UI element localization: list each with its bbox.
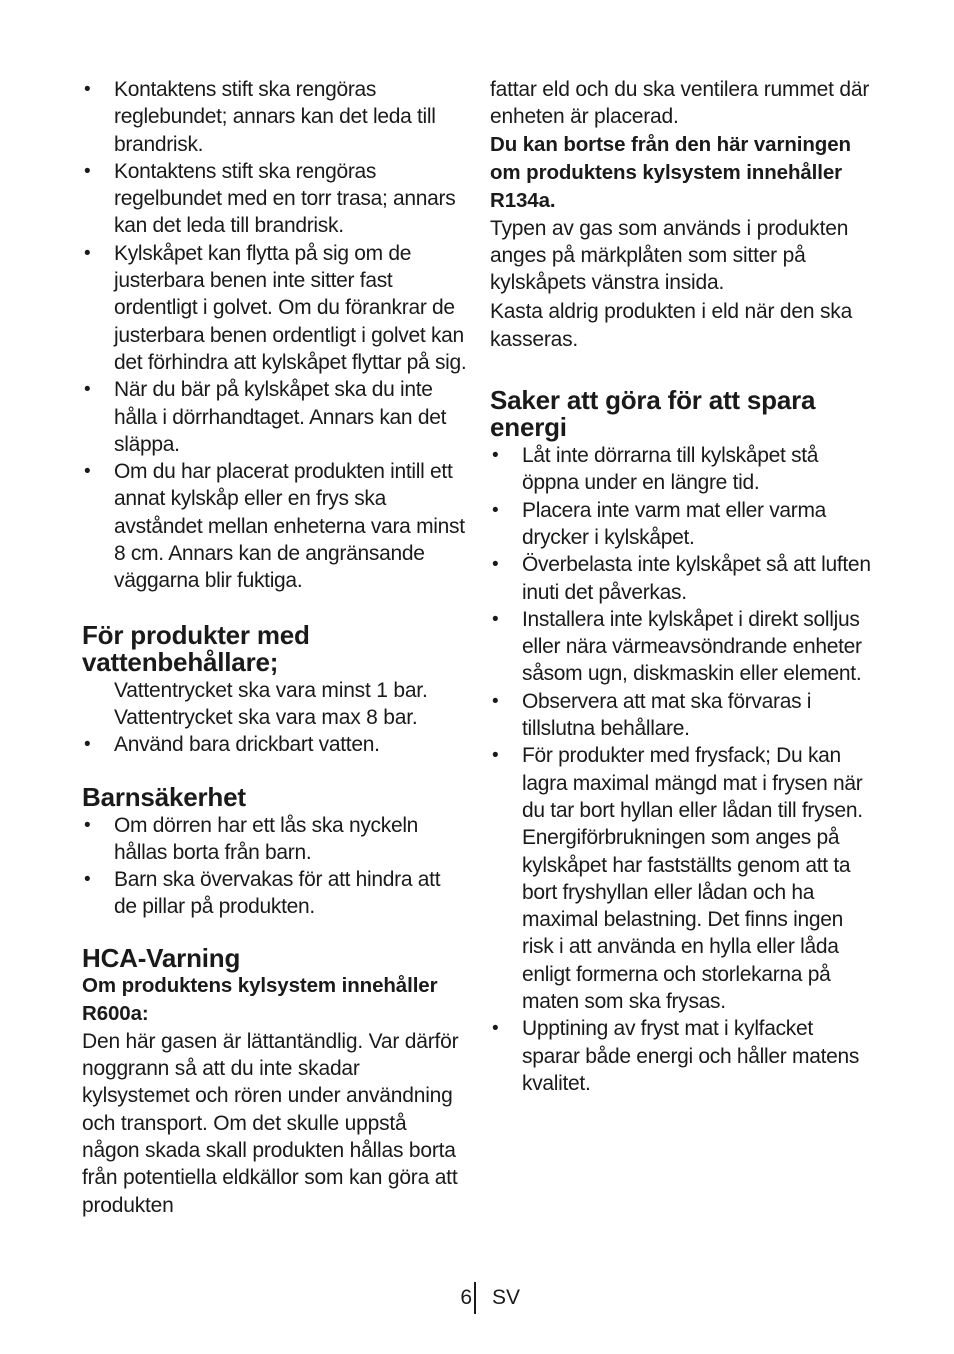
list-item: • Överbelasta inte kylskåpet så att luften inuti det påverkas. xyxy=(490,551,876,606)
list-item: • För produkter med frysfack; Du kan lagra maximal mängd mat i frysen när du tar bort hyllan eller lådan till frysen. Energiförbrukningen som anges på kylskåpet har fastställts genom att ta bort fryshyllan eller lådan och ha maximal belastning. Det finns ingen risk i att använda en hylla eller låda enligt formerna och storlekarna på maten som ska frysas. xyxy=(490,742,876,1015)
r134a-note: Du kan bortse från den här varningen om produktens kylsystem innehåller R134a. xyxy=(490,132,851,212)
list-item: • Använd bara drickbart vatten. xyxy=(82,731,468,758)
disposal-text: Kasta aldrig produkten i eld när den ska kasseras. xyxy=(490,300,853,351)
left-column xyxy=(82,76,468,1219)
right-column xyxy=(490,76,876,1097)
child-safety-heading: Barnsäkerhet xyxy=(82,781,246,812)
footer-divider xyxy=(474,1282,476,1314)
list-item: • Installera inte kylskåpet i direkt solljus eller nära värmeavsöndrande enheter såsom ugn, diskmaskin eller element. xyxy=(490,606,876,688)
hca-r600a-subheading: Om produktens kylsystem innehåller R600a: xyxy=(82,973,438,1025)
safety-bullet-list xyxy=(82,76,468,595)
water-pressure-min: Vattentrycket ska vara minst 1 bar. xyxy=(114,678,428,702)
list-item: • Observera att mat ska förvaras i tillslutna behållare. xyxy=(490,688,876,743)
hca-warning-continued: fattar eld och du ska ventilera rummet där enheten är placerad. xyxy=(490,78,870,129)
hca-warning-text: Den här gasen är lättantändlig. Var därför noggrann så att du inte skadar kylsystemet och rören under användning och transport. Om det skulle uppstå någon skada skall produkten hållas borta från potentiella eldkällor som kan göra att produkten xyxy=(82,1029,459,1217)
page-number: 6 xyxy=(460,1286,472,1309)
list-item: • Upptining av fryst mat i kylfacket sparar både energi och håller matens kvalitet. xyxy=(490,1015,876,1097)
list-item: • Kylskåpet kan flytta på sig om de justerbara benen inte sitter fast ordentligt i golvet. Om du förankrar de justerbara benen ordentligt i golvet kan det förhindra att kylskåpet flyttar på sig. xyxy=(82,240,468,376)
language-code: SV xyxy=(492,1286,521,1309)
list-item: • Om du har placerat produkten intill ett annat kylskåp eller en frys ska avståndet mellan enheterna vara minst 8 cm. Annars kan de angränsande väggarna blir fuktiga. xyxy=(82,458,468,594)
child-safety-bullet-list xyxy=(82,812,468,921)
page-footer xyxy=(420,1282,540,1316)
gas-type-text: Typen av gas som används i produkten anges på märkplåten som sitter på kylskåpets vänstra insida. xyxy=(490,216,849,295)
water-bullet-list xyxy=(82,731,468,758)
water-pressure-max: Vattentrycket ska vara max 8 bar. xyxy=(114,705,418,729)
list-item: • Låt inte dörrarna till kylskåpet stå öppna under en längre tid. xyxy=(490,442,876,497)
list-item: • Placera inte varm mat eller varma drycker i kylskåpet. xyxy=(490,497,876,552)
list-item: • Barn ska övervakas för att hindra att de pillar på produkten. xyxy=(82,866,468,921)
energy-bullet-list xyxy=(490,442,876,1097)
list-item: • När du bär på kylskåpet ska du inte hålla i dörrhandtaget. Annars kan det släppa. xyxy=(82,376,468,458)
hca-warning-heading: HCA-Varning xyxy=(82,942,241,973)
list-item: • Om dörren har ett lås ska nyckeln hållas borta från barn. xyxy=(82,812,468,867)
energy-saving-heading: Saker att göra för att spara energi xyxy=(490,385,816,443)
list-item: • Kontaktens stift ska rengöras reglebundet; annars kan det leda till brandrisk. xyxy=(82,76,468,158)
list-item: • Kontaktens stift ska rengöras regelbundet med en torr trasa; annars kan det leda till brandrisk. xyxy=(82,158,468,240)
water-container-heading: För produkter med vattenbehållare; xyxy=(82,619,310,677)
